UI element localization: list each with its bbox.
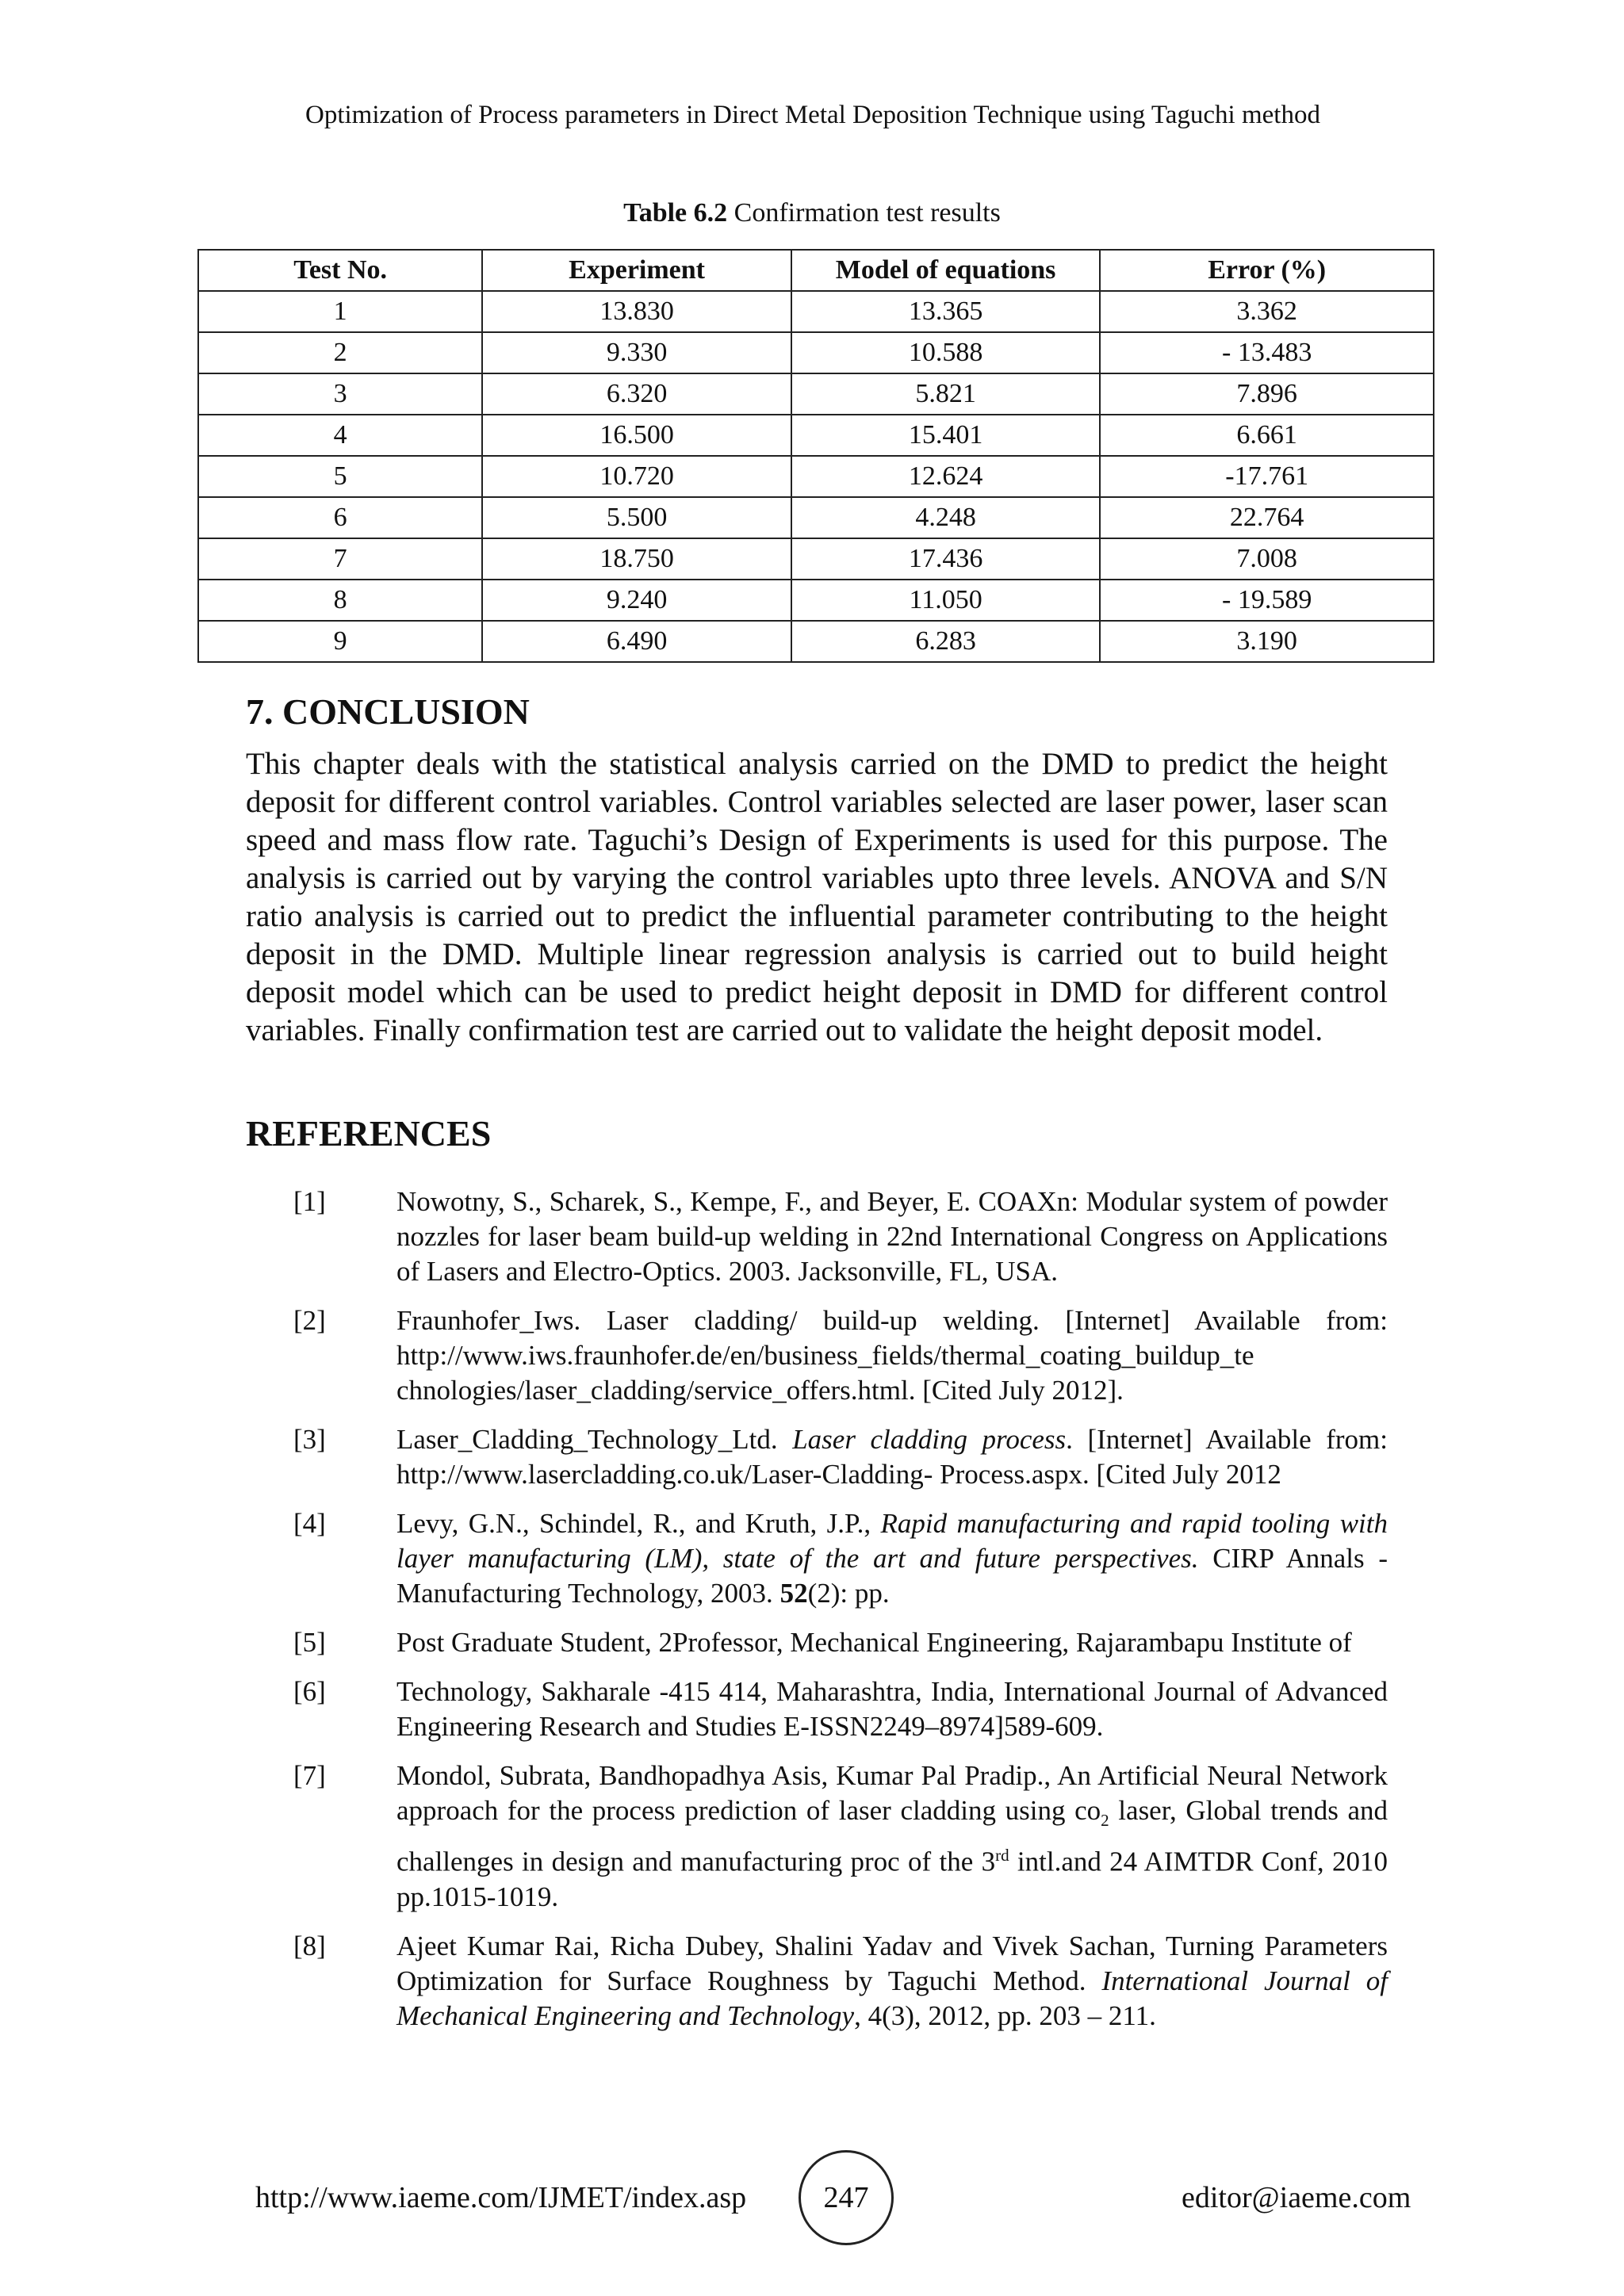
reference-text-part: CIRP Annals - Manufacturing Technology, 2003. xyxy=(396,1543,1388,1609)
table-cell: 7.896 xyxy=(1100,373,1434,415)
reference-item xyxy=(0,1929,1624,2034)
reference-number: [3] xyxy=(293,1424,326,1455)
table-cell: 13.830 xyxy=(482,291,791,332)
column-header: Model of equations xyxy=(791,250,1101,291)
table-row xyxy=(198,456,1434,497)
reference-text-part: Laser cladding process xyxy=(792,1424,1067,1455)
reference-text-part: Mondol, Subrata, Bandhopadhya Asis, Kumar Pal Pradip., An Artificial Neural Network approach for the process prediction of laser cladding using co xyxy=(396,1760,1388,1826)
reference-number: [4] xyxy=(293,1508,326,1539)
reference-text-part: Technology, Sakharale -415 414, Maharashtra, India, International Journal of Advanced Engineering Research and Studies E-ISSN2249–8974]589-609. xyxy=(396,1676,1388,1742)
table-cell: 13.365 xyxy=(791,291,1101,332)
reference-text-part: Post Graduate Student, 2Professor, Mechanical Engineering, Rajarambapu Institute of xyxy=(396,1627,1352,1658)
table-cell: 2 xyxy=(198,332,482,373)
table-cell: 8 xyxy=(198,580,482,621)
table-cell: 9 xyxy=(198,621,482,662)
table-caption-label: Table 6.2 xyxy=(623,198,728,228)
reference-text-part: (2): pp. xyxy=(807,1578,890,1609)
table-caption-text: Confirmation test results xyxy=(733,198,1001,228)
table-row xyxy=(198,621,1434,662)
reference-text xyxy=(396,1184,1388,1289)
table-cell: 7.008 xyxy=(1100,538,1434,580)
reference-text xyxy=(396,1422,1388,1492)
table-row xyxy=(198,415,1434,456)
table-cell: 11.050 xyxy=(791,580,1101,621)
references-heading: REFERENCES xyxy=(246,1113,492,1154)
reference-text xyxy=(396,1758,1388,1915)
conclusion-heading: 7. CONCLUSION xyxy=(246,691,530,732)
table-row xyxy=(198,580,1434,621)
running-title: Optimization of Process parameters in Direct Metal Deposition Technique using Taguchi method xyxy=(305,101,1320,129)
footer-url[interactable]: http://www.iaeme.com/IJMET/index.asp xyxy=(255,2181,747,2214)
table-cell: 10.720 xyxy=(482,456,791,497)
table-cell: 6.490 xyxy=(482,621,791,662)
reference-item xyxy=(0,1422,1624,1492)
conclusion-paragraph: This chapter deals with the statistical analysis carried on the DMD to predict the height deposit for different control variables. Control variables selected are laser power, laser scan speed and mass flow rate. Taguchi’s Design of Experiments is used for this purpose. The analysis is carried out by varying the control variables upto three levels. ANOVA and S/N ratio analysis is carried out to predict the influential parameter contributing to the height deposit in the DMD. Multiple linear regression analysis is carried out to build height deposit model which can be used to predict height deposit in DMD for different control variables. Finally confirmation test are carried out to validate the height deposit model. xyxy=(246,747,1388,1047)
table-caption xyxy=(0,197,1624,230)
table-row xyxy=(198,291,1434,332)
reference-item xyxy=(0,1184,1624,1289)
table-row xyxy=(198,332,1434,373)
table-cell: 17.436 xyxy=(791,538,1101,580)
table-cell: 3.190 xyxy=(1100,621,1434,662)
reference-text-part: Levy, G.N., Schindel, R., and Kruth, J.P., xyxy=(396,1508,881,1539)
table-cell: 3.362 xyxy=(1100,291,1434,332)
reference-number: [5] xyxy=(293,1627,326,1658)
table-cell: 6.661 xyxy=(1100,415,1434,456)
page-number-badge xyxy=(799,2150,894,2245)
page-number: 247 xyxy=(823,2181,869,2214)
table-cell: 4 xyxy=(198,415,482,456)
reference-text-part: 52 xyxy=(779,1578,808,1609)
table-cell: 5.821 xyxy=(791,373,1101,415)
table-cell: -17.761 xyxy=(1100,456,1434,497)
table-cell: 16.500 xyxy=(482,415,791,456)
table-cell: 4.248 xyxy=(791,497,1101,538)
footer-email[interactable]: editor@iaeme.com xyxy=(1182,2181,1411,2214)
reference-text xyxy=(396,1674,1388,1744)
reference-text xyxy=(396,1625,1388,1660)
table-cell: 7 xyxy=(198,538,482,580)
table-cell: - 13.483 xyxy=(1100,332,1434,373)
reference-number: [6] xyxy=(293,1676,326,1707)
column-header: Experiment xyxy=(482,250,791,291)
table-cell: 1 xyxy=(198,291,482,332)
running-header xyxy=(238,98,1388,132)
reference-text-part: intl.and 24 AIMTDR Conf, 2010 pp.1015-1019. xyxy=(396,1846,1388,1912)
table-cell: 9.330 xyxy=(482,332,791,373)
reference-text-part: Laser_Cladding_Technology_Ltd. xyxy=(396,1424,793,1455)
table-cell: 5.500 xyxy=(482,497,791,538)
table-row xyxy=(198,373,1434,415)
reference-item xyxy=(0,1303,1624,1408)
reference-text xyxy=(396,1303,1388,1408)
reference-number: [1] xyxy=(293,1186,326,1217)
reference-item xyxy=(0,1674,1624,1744)
reference-text-part: . [Internet] Available from: http://www.lasercladding.co.uk/Laser-Cladding- Process.aspx. [Cited July 2012 xyxy=(396,1424,1388,1490)
table-cell: 6.283 xyxy=(791,621,1101,662)
reference-text-part: rd xyxy=(995,1846,1009,1865)
table-row xyxy=(198,538,1434,580)
reference-text-part: 2 xyxy=(1101,1811,1109,1830)
confirmation-results-table xyxy=(197,249,1434,663)
table-cell: 6 xyxy=(198,497,482,538)
column-header: Error (%) xyxy=(1100,250,1434,291)
reference-text-part: International Journal of Mechanical Engineering and Technology xyxy=(396,1965,1388,2031)
reference-text xyxy=(396,1506,1388,1611)
table-cell: 12.624 xyxy=(791,456,1101,497)
table-cell: - 19.589 xyxy=(1100,580,1434,621)
reference-text-part: laser, Global trends and challenges in design and manufacturing proc of the 3 xyxy=(396,1795,1388,1877)
table-cell: 18.750 xyxy=(482,538,791,580)
reference-item xyxy=(0,1758,1624,1915)
reference-text-part: Ajeet Kumar Rai, Richa Dubey, Shalini Yadav and Vivek Sachan, Turning Parameters Optimization for Surface Roughness by Taguchi Method. xyxy=(396,1930,1388,1996)
table-cell: 6.320 xyxy=(482,373,791,415)
table-cell: 5 xyxy=(198,456,482,497)
column-header: Test No. xyxy=(198,250,482,291)
reference-item xyxy=(0,1506,1624,1611)
table-header-row xyxy=(198,250,1434,291)
reference-text-part: , 4(3), 2012, pp. 203 – 211. xyxy=(854,1999,1156,2031)
table-row xyxy=(198,497,1434,538)
table-cell: 22.764 xyxy=(1100,497,1434,538)
table-cell: 3 xyxy=(198,373,482,415)
reference-text-part: Fraunhofer_Iws. Laser cladding/ build-up welding. [Internet] Available from: http://www.iws.fraunhofer.de/en/business_fields/thermal_coating_buildup_te chnologies/laser_cladding/service_offers.html. [Cited July 2012]. xyxy=(396,1305,1388,1406)
table-body xyxy=(198,291,1434,662)
reference-number: [7] xyxy=(293,1760,326,1791)
table-cell: 15.401 xyxy=(791,415,1101,456)
table-cell: 10.588 xyxy=(791,332,1101,373)
reference-text-part: Nowotny, S., Scharek, S., Kempe, F., and Beyer, E. COAXn: Modular system of powder nozzles for laser beam build-up welding in 22nd International Congress on Applications of Lasers and Electro-Optics. 2003. Jacksonville, FL, USA. xyxy=(396,1186,1388,1287)
reference-text xyxy=(396,1929,1388,2034)
reference-list xyxy=(0,1184,1624,2048)
reference-item xyxy=(0,1625,1624,1660)
reference-text-part: Rapid manufacturing and rapid tooling with layer manufacturing (LM), state of the art and future perspectives. xyxy=(396,1508,1388,1574)
reference-number: [8] xyxy=(293,1930,326,1961)
table-cell: 9.240 xyxy=(482,580,791,621)
reference-number: [2] xyxy=(293,1305,326,1336)
